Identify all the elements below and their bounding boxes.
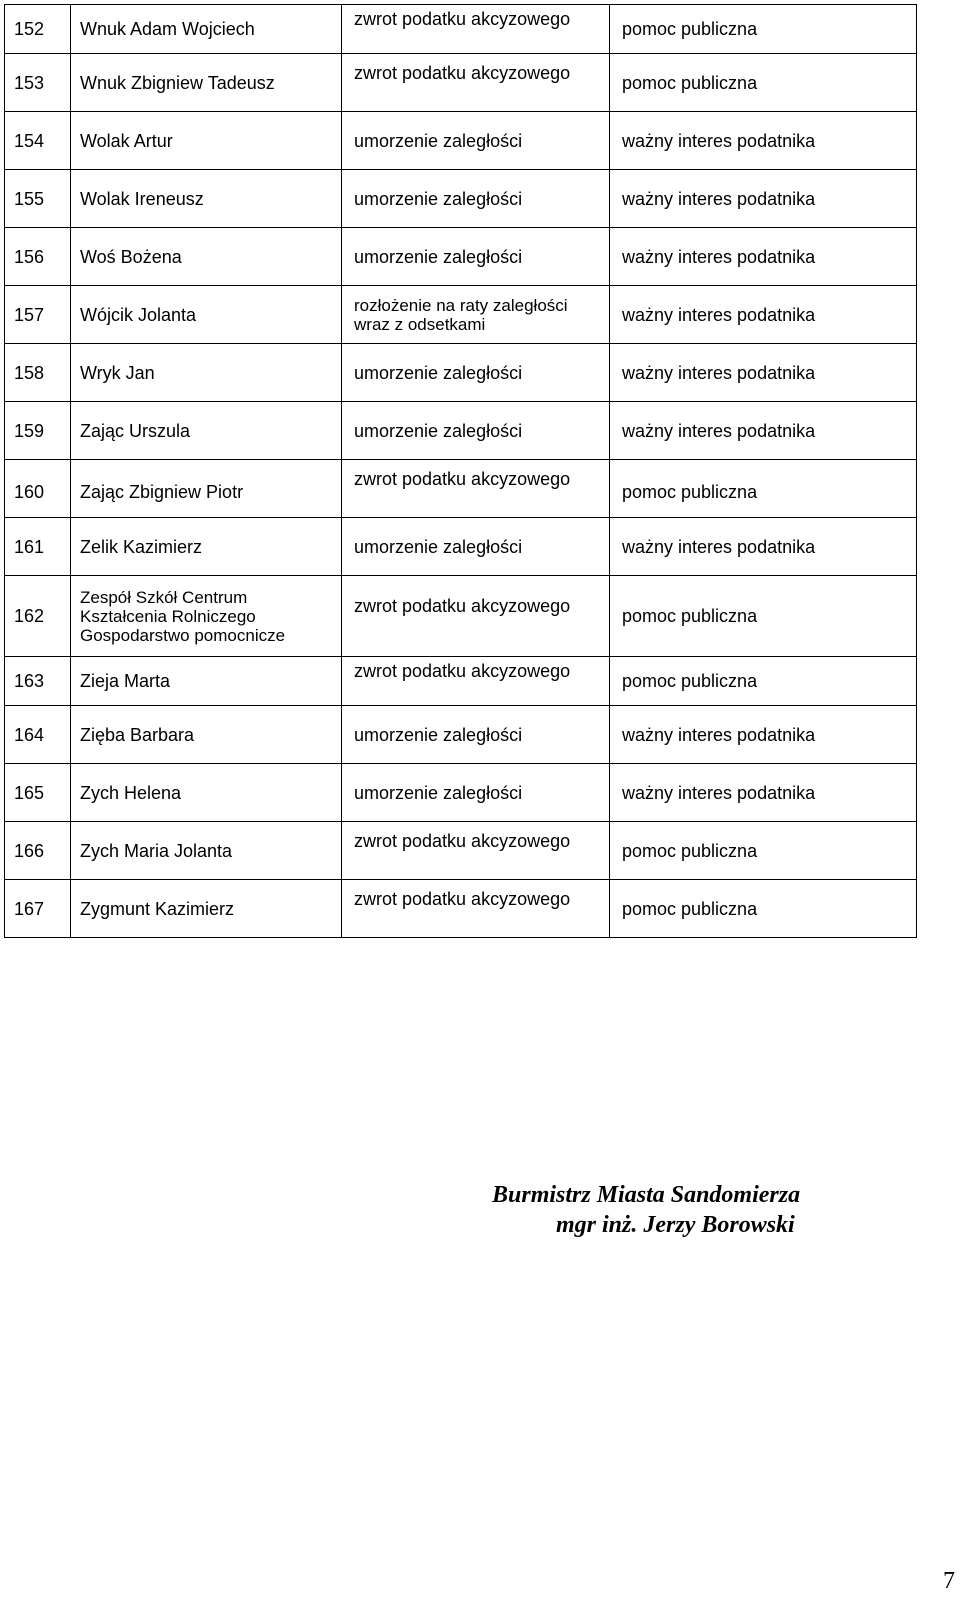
taxpayer-name: Zych Maria Jolanta (71, 822, 342, 880)
signature-block (492, 1180, 852, 1240)
taxpayer-name: Wolak Artur (71, 112, 342, 170)
relief-reason: ważny interes podatnika (610, 518, 917, 576)
table-row (5, 228, 917, 286)
relief-type: zwrot podatku akcyzowego (342, 657, 610, 706)
relief-reason: ważny interes podatnika (610, 112, 917, 170)
table-row (5, 402, 917, 460)
row-number: 159 (5, 402, 71, 460)
taxpayer-name: Zając Zbigniew Piotr (71, 460, 342, 518)
page-number: 7 (943, 1568, 955, 1594)
row-number: 155 (5, 170, 71, 228)
taxpayer-name: Zespół Szkół Centrum Kształcenia Rolniczego Gospodarstwo pomocnicze (71, 576, 342, 657)
relief-type: umorzenie zaległości (342, 706, 610, 764)
relief-type: umorzenie zaległości (342, 518, 610, 576)
relief-reason: pomoc publiczna (610, 880, 917, 938)
relief-type: zwrot podatku akcyzowego (342, 460, 610, 518)
relief-type: zwrot podatku akcyzowego (342, 576, 610, 657)
relief-type: umorzenie zaległości (342, 112, 610, 170)
relief-reason: ważny interes podatnika (610, 764, 917, 822)
relief-reason: pomoc publiczna (610, 822, 917, 880)
row-number: 154 (5, 112, 71, 170)
taxpayer-name: Zelik Kazimierz (71, 518, 342, 576)
taxpayer-name: Zygmunt Kazimierz (71, 880, 342, 938)
relief-reason: pomoc publiczna (610, 657, 917, 706)
relief-type: umorzenie zaległości (342, 228, 610, 286)
table-row (5, 112, 917, 170)
table-row (5, 286, 917, 344)
row-number: 164 (5, 706, 71, 764)
row-number: 167 (5, 880, 71, 938)
table-row (5, 344, 917, 402)
taxpayer-name: Zieja Marta (71, 657, 342, 706)
relief-reason: ważny interes podatnika (610, 402, 917, 460)
relief-type: zwrot podatku akcyzowego (342, 822, 610, 880)
row-number: 152 (5, 5, 71, 54)
table-row (5, 880, 917, 938)
table-row (5, 54, 917, 112)
relief-reason: ważny interes podatnika (610, 706, 917, 764)
table-row (5, 764, 917, 822)
taxpayer-name: Zając Urszula (71, 402, 342, 460)
relief-type: zwrot podatku akcyzowego (342, 5, 610, 54)
relief-reason: pomoc publiczna (610, 460, 917, 518)
table-row (5, 460, 917, 518)
taxpayer-name: Wolak Ireneusz (71, 170, 342, 228)
row-number: 157 (5, 286, 71, 344)
table-row (5, 170, 917, 228)
relief-reason: pomoc publiczna (610, 54, 917, 112)
relief-type: rozłożenie na raty zaległości wraz z odsetkami (342, 286, 610, 344)
relief-reason: pomoc publiczna (610, 5, 917, 54)
row-number: 163 (5, 657, 71, 706)
table-row (5, 518, 917, 576)
table-row (5, 5, 917, 54)
taxpayer-name: Wójcik Jolanta (71, 286, 342, 344)
row-number: 156 (5, 228, 71, 286)
taxpayer-name: Wnuk Zbigniew Tadeusz (71, 54, 342, 112)
relief-reason: ważny interes podatnika (610, 286, 917, 344)
signature-title: Burmistrz Miasta Sandomierza (492, 1182, 801, 1208)
relief-reason: ważny interes podatnika (610, 170, 917, 228)
taxpayer-name: Woś Bożena (71, 228, 342, 286)
relief-type: umorzenie zaległości (342, 344, 610, 402)
row-number: 160 (5, 460, 71, 518)
table-row (5, 657, 917, 706)
taxpayer-name: Zych Helena (71, 764, 342, 822)
relief-type: zwrot podatku akcyzowego (342, 54, 610, 112)
relief-reason: ważny interes podatnika (610, 228, 917, 286)
row-number: 165 (5, 764, 71, 822)
taxpayer-name: Zięba Barbara (71, 706, 342, 764)
relief-type: umorzenie zaległości (342, 170, 610, 228)
row-number: 161 (5, 518, 71, 576)
relief-type: zwrot podatku akcyzowego (342, 880, 610, 938)
table-row (5, 822, 917, 880)
relief-reason: pomoc publiczna (610, 576, 917, 657)
taxpayer-name: Wryk Jan (71, 344, 342, 402)
relief-type: umorzenie zaległości (342, 402, 610, 460)
signature-name: mgr inż. Jerzy Borowski (556, 1212, 795, 1238)
table-row (5, 706, 917, 764)
row-number: 158 (5, 344, 71, 402)
table-row (5, 576, 917, 657)
taxpayer-name: Wnuk Adam Wojciech (71, 5, 342, 54)
row-number: 153 (5, 54, 71, 112)
relief-reason: ważny interes podatnika (610, 344, 917, 402)
row-number: 162 (5, 576, 71, 657)
relief-type: umorzenie zaległości (342, 764, 610, 822)
row-number: 166 (5, 822, 71, 880)
relief-table (4, 4, 917, 938)
